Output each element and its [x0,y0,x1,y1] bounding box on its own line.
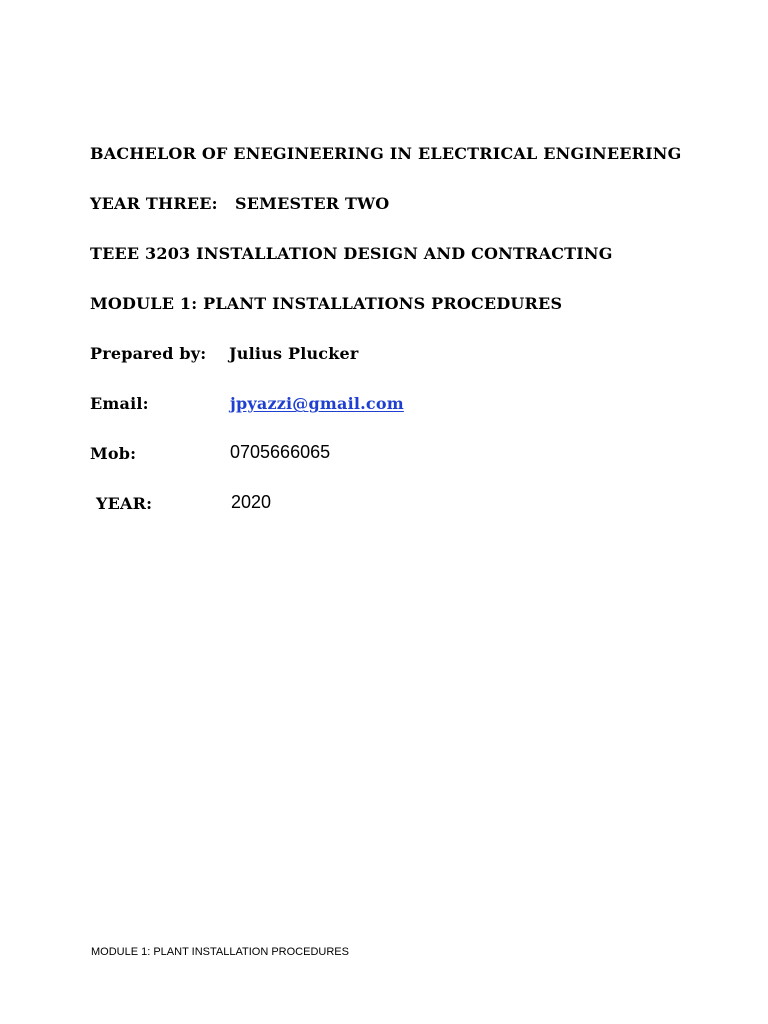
degree-title: BACHELOR OF ENEGINEERING IN ELECTRICAL ENGINEERING [90,144,682,163]
page-footer: MODULE 1: PLANT INSTALLATION PROCEDURES [91,946,349,958]
email-label: Email: [90,394,149,413]
mobile-label: Mob: [90,444,137,463]
prepared-by-value: Julius Plucker [229,344,359,363]
prepared-by-label: Prepared by: [90,344,207,363]
module-title: MODULE 1: PLANT INSTALLATIONS PROCEDURES [90,294,563,313]
email-link[interactable]: jpyazzi@gmail.com [230,394,404,413]
year-value: 2020 [231,492,272,512]
mobile-value: 0705666065 [230,442,331,462]
year-label: YEAR: [96,494,153,513]
year-semester-line: YEAR THREE: SEMESTER TWO [90,194,390,213]
course-title: TEEE 3203 INSTALLATION DESIGN AND CONTRACTING [90,244,613,263]
